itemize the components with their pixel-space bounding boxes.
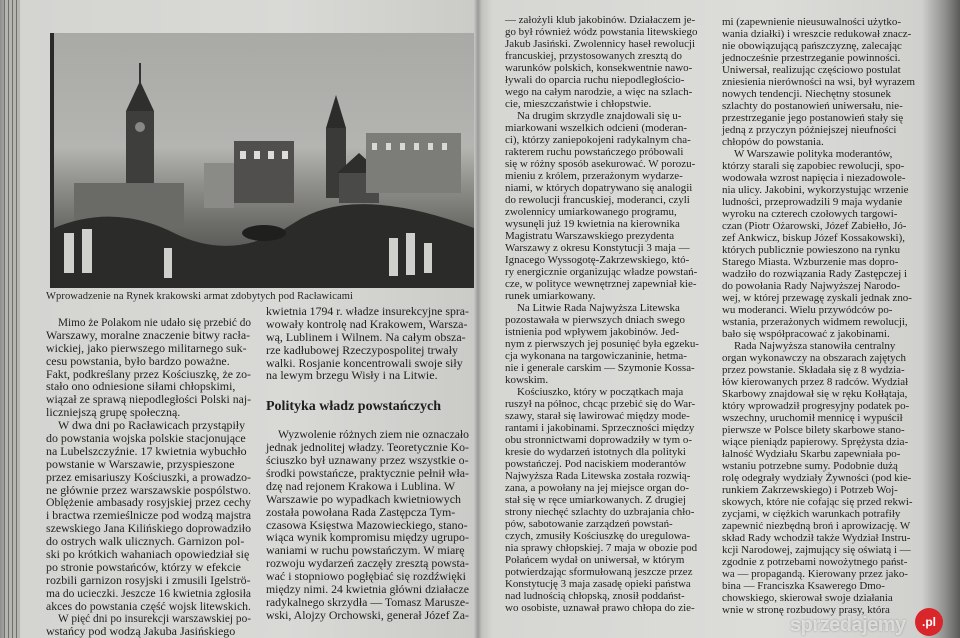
text-line-row <box>505 266 715 278</box>
text-line: wadziło do rozwiązania Rady Zastępczej i <box>722 268 908 280</box>
text-line-row <box>505 398 715 410</box>
text-line: W dwa dni po Racławicach przystąpiły <box>58 418 246 433</box>
text-line: czasowa Księstwa Mazowieckiego, stano- <box>266 517 468 532</box>
text-line-row <box>722 460 916 472</box>
text-line-row <box>505 194 715 206</box>
text-line: Oblężenie ambasady rosyjskiej przez cechy <box>46 495 252 510</box>
text-line: nowych tendencji. Niechętny stosunek <box>722 88 891 100</box>
text-line-row <box>722 268 916 280</box>
text-line: stał się w ręce umiarkowanych. Z drugiej <box>505 494 686 506</box>
text-line: wyroku na czterech czołowych targowi- <box>722 208 898 220</box>
text-line: kresie do wydarzeń istotnych dla polityki <box>505 446 686 458</box>
text-line-row <box>722 508 916 520</box>
text-line: Wyzwolenie różnych ziem nie oznaczało <box>278 427 469 442</box>
text-line: Połańcem wydał on uniwersał, w którym <box>505 554 685 566</box>
text-line: się w różny sposób asekurować. W porozu- <box>505 158 696 170</box>
text-line: czan (Piotr Ożarowski, Józef Zabiełło, Jó- <box>722 220 907 232</box>
text-line: i bractwa rzemieślnicze pod wodzą majstra <box>46 508 252 523</box>
text-line-row <box>505 482 715 494</box>
text-line: liczniejszą grupę społeczną. <box>46 405 181 420</box>
text-line-row <box>505 602 715 614</box>
text-line: kwietnia 1794 r. władze insurekcyjne spra- <box>266 304 469 318</box>
text-line-row <box>722 64 916 76</box>
text-line: Konstytucję 3 maja zasadę opieki państwa <box>505 578 691 590</box>
text-line-row <box>505 302 715 314</box>
text-line: do powołania Rady Najwyższej Narodo- <box>722 280 901 292</box>
text-line: zef Ankwicz, biskup Józef Kossakowski), <box>722 232 905 244</box>
text-line-row <box>505 530 715 542</box>
text-line: stało ono odniesione siłami chłopskimi, <box>46 379 236 394</box>
text-line-row <box>505 98 715 110</box>
text-line-row <box>505 110 715 122</box>
text-line: Warszawy, moralne znaczenie bitwy racła- <box>46 327 251 342</box>
text-line-row <box>722 556 916 568</box>
text-line-row <box>505 230 715 242</box>
text-line: organ wykonawczy na obszarach zajętych <box>722 352 906 364</box>
text-line-row <box>722 388 916 400</box>
text-line-row <box>505 566 715 578</box>
text-line-row <box>722 16 916 28</box>
text-line: Uniwersał, realizując częściowo postulat <box>722 64 901 76</box>
text-line: zwolennicy umiarkowanego programu, <box>505 206 677 218</box>
text-line: chowskiego, skierował swoje działania <box>722 592 893 604</box>
text-line-row <box>722 472 916 484</box>
text-line: na Lubelszczyźnie. 17 kwietnia wybuchło <box>46 443 247 458</box>
text-line-row <box>46 612 252 625</box>
text-line-row <box>505 314 715 326</box>
text-line: go był również wódz powstania litewskiego <box>505 26 698 38</box>
text-line: wej, w której przewagę zyskali jednak zno- <box>722 292 912 304</box>
text-line-row <box>505 206 715 218</box>
text-line: została powołana Rada Zastępcza Tym- <box>266 504 456 519</box>
engraving-illustration <box>50 33 474 288</box>
text-line: rozwoju wydarzeń zaczęły zresztą powsta- <box>266 556 469 571</box>
text-line-row <box>722 352 916 364</box>
text-line-row <box>722 340 916 352</box>
text-line: przez powstanie. Składała się z 8 wydzia- <box>722 364 905 376</box>
text-line-row <box>505 122 715 134</box>
text-line-row <box>505 218 715 230</box>
text-line-row <box>505 290 715 302</box>
text-line: wodowała wzrost napięcia i niezadowole- <box>722 172 906 184</box>
text-line: Warszawy z okresu Konstytucji 3 maja — <box>505 242 690 254</box>
left-page-column-1 <box>46 316 252 638</box>
text-line-row <box>505 50 715 62</box>
text-line-row <box>722 76 916 88</box>
text-line: wstaniu potrzebne sumy. Podobnie dużą <box>722 460 898 472</box>
text-line: Ignacego Wyssogotę-Zakrzewskiego, któ- <box>505 254 690 266</box>
text-line: do powstania wojska polskie stacjonujące <box>46 431 246 446</box>
text-line: walki. Rosjanie koncentrowali swoje siły <box>266 355 463 370</box>
text-line: nia sprawy chłopskiej. 7 maja w obozie pod <box>505 542 698 554</box>
text-line: wickiej, jako pierwszego militarnego suk- <box>46 340 247 355</box>
text-line-row <box>722 520 916 532</box>
text-line-row <box>722 40 916 52</box>
text-line-row <box>505 362 715 374</box>
text-line: wstańcy pod wodzą Jakuba Jasińskiego <box>46 624 236 638</box>
text-line: ma do ucieczki. Jeszcze 16 kwietnia zgłosiła <box>46 585 251 600</box>
text-line: Fakt, podkreślany przez Kościuszkę, że zo- <box>46 366 251 381</box>
text-line: wania działki) i wreszcie redukował znacz- <box>722 28 912 40</box>
text-line: szewskiego Jana Kilińskiego doprowadziło <box>46 521 252 536</box>
text-line: ludności, przeprowadzili 9 maja wydanie <box>722 196 903 208</box>
text-line: środki powstańcze, praktycznie pełnił wła- <box>266 466 470 481</box>
text-line-row <box>722 196 916 208</box>
text-line-row <box>505 434 715 446</box>
text-line-row <box>46 625 252 638</box>
text-line-row <box>505 422 715 434</box>
text-line: Starego Miasta. Wzburzenie mas dopro- <box>722 256 899 268</box>
text-line: Kościuszko, który w początkach maja <box>517 386 684 398</box>
text-line-row <box>266 369 470 382</box>
text-line: skład Rady wchodził także Wydział Instru- <box>722 532 911 544</box>
text-line: powstańczej. Pod naciskiem moderantów <box>505 458 687 470</box>
text-line-row <box>722 148 916 160</box>
text-line-row <box>505 338 715 350</box>
text-line-row <box>505 134 715 146</box>
text-line: potwierdzając sformułowaną jeszcze przez <box>505 566 693 578</box>
text-line: pozostawała w pierwszych dniach swego <box>505 314 685 326</box>
text-line-row <box>722 364 916 376</box>
text-line: wu moderanci. Wielu przywódców po- <box>722 304 893 316</box>
text-line: pów, sabotowanie zarządzeń powstań- <box>505 518 673 530</box>
text-line: jednak jednolitej władzy. Teoretycznie Ko- <box>266 440 469 455</box>
figure-caption: Wprowadzenie na Rynek krakowski armat zdobytych pod Racławicami <box>46 291 354 302</box>
text-line-row <box>722 400 916 412</box>
text-line-row <box>722 136 916 148</box>
text-line-row <box>505 578 715 590</box>
text-line: nie i generale carskim — Szymonie Kossa- <box>505 362 695 374</box>
text-line-row <box>722 256 916 268</box>
left-page-column-2 <box>266 305 470 622</box>
text-line: jedną z przyczyn późniejszej nieufności <box>722 124 897 136</box>
paragraph <box>266 305 470 382</box>
text-line-row <box>266 609 470 622</box>
text-line-row <box>722 244 916 256</box>
section-heading: Polityka władz powstańczych <box>266 399 441 415</box>
text-line: ry energicznie organizując władze powstań- <box>505 266 698 278</box>
text-line: zycjami, w ciężkich warunkach potrafiły <box>722 508 901 520</box>
text-line: akces do powstania część wojsk litewskich. <box>46 598 251 613</box>
text-line-row <box>505 158 715 170</box>
text-line-row <box>505 350 715 362</box>
text-line: obu stronnictwami doprowadziły w tym o- <box>505 434 692 446</box>
text-line-row <box>722 412 916 424</box>
text-line: wski, Alojzy Orchowski, generał Józef Za- <box>266 607 469 622</box>
watermark-badge: .pl <box>915 608 943 636</box>
text-line: Jakub Jasiński. Zwolennicy haseł rewolucji <box>505 38 696 50</box>
text-line-row <box>505 590 715 602</box>
text-line: szlachty do postanowień uniwersału, nie- <box>722 100 903 112</box>
text-line: przestrzeganie jego postanowień stały się <box>722 112 904 124</box>
text-line: strony niechęć szlachty do uzbrajania chło- <box>505 506 695 518</box>
paragraph <box>722 148 916 340</box>
paragraph <box>505 302 715 386</box>
text-line-row <box>722 124 916 136</box>
text-line: warunków polskich, konsekwentnie nawo- <box>505 62 693 74</box>
text-line-row <box>722 436 916 448</box>
paragraph <box>46 316 252 419</box>
text-line-row <box>505 74 715 86</box>
text-line-row <box>722 376 916 388</box>
paragraph <box>722 340 916 616</box>
text-line: cesu powstania, było bardzo poważne. <box>46 353 230 368</box>
text-line: czych, zmusiły Kościuszkę do uregulowa- <box>505 530 691 542</box>
text-line: kcji Narodowej, zajmujący się oświatą i — <box>722 544 911 556</box>
text-line: bina — Franciszka Ksawerego Dmo- <box>722 580 885 592</box>
text-line-row <box>722 280 916 292</box>
paragraph <box>505 14 715 110</box>
text-line-row <box>722 304 916 316</box>
paragraph <box>722 16 916 148</box>
text-line: zgodnie z potrzebami nowożytnego państ- <box>722 556 908 568</box>
text-line: nie obowiązującą pańszczyznę, zalecając <box>722 40 902 52</box>
text-line: do rewolucji francuskiej, moderanci, czyli <box>505 194 690 206</box>
text-line: wysunęli już 19 kwietnia na kierownika <box>505 218 680 230</box>
text-line: nad ludnością chłopską, znosił poddańst- <box>505 590 685 602</box>
text-line: do ostrych walk ulicznych. Garnizon pol- <box>46 534 245 549</box>
text-line: między nimi. 24 kwietnia główni działacze <box>266 582 469 597</box>
paragraph <box>266 428 470 621</box>
left-book-page <box>0 0 479 638</box>
text-line: niami, w których dopatrywano się analogii <box>505 182 693 194</box>
text-line: Rada Najwyższa stanowiła centralny <box>734 340 896 352</box>
text-line: wiąca wynik kompromisu między ugrupo- <box>266 530 469 545</box>
text-line: ruszył na północ, chcąc przebić się do War- <box>505 398 696 410</box>
text-line: jednocześnie przestrzeganie powinności. <box>722 52 901 64</box>
text-line-row <box>505 278 715 290</box>
text-line: wać i stopniowo pogłębiać się rozdźwięki <box>266 569 466 584</box>
text-line-row <box>722 544 916 556</box>
text-line: który wprowadził progresyjny podatek po- <box>722 400 910 412</box>
text-line: skowych, które nie cofając się przed rekwi- <box>722 496 913 508</box>
text-line-row <box>505 518 715 530</box>
text-line: wiące pieniądz papierowy. Sprężysta dzia- <box>722 436 909 448</box>
text-line-row <box>722 100 916 112</box>
text-line-row <box>505 170 715 182</box>
book-gutter <box>474 0 482 638</box>
text-line: mi (zapewnienie nieusuwalności użytko- <box>722 16 901 28</box>
text-line-row <box>505 26 715 38</box>
text-line: istnienia pod wpływem jakobinów. Jed- <box>505 326 680 338</box>
text-line: powstanie w Warszawie, przyspieszone <box>46 456 235 471</box>
text-line-row <box>505 494 715 506</box>
text-line-row <box>505 242 715 254</box>
text-line-row <box>722 328 916 340</box>
page-edges <box>4 0 20 638</box>
text-line-row <box>505 86 715 98</box>
text-line-row <box>722 172 916 184</box>
text-line-row <box>505 62 715 74</box>
text-line-row <box>722 484 916 496</box>
text-line-row <box>722 316 916 328</box>
text-line: waniami w ruchu powstańczym. W miarę <box>266 543 465 558</box>
text-line-row <box>505 38 715 50</box>
text-line: ne głównie przez warszawskie pospólstwo. <box>46 482 252 497</box>
text-line: wą, Lublinem i Wilnem. Na całym obsza- <box>266 329 466 344</box>
market-square-engraving <box>54 33 474 288</box>
text-line: których publicznie powieszono na rynku <box>722 244 901 256</box>
text-line: wa — propagandą. Kierowany przez jako- <box>722 568 908 580</box>
text-line: Na drugim skrzydle znajdowali się u- <box>517 110 682 122</box>
text-line-row <box>722 448 916 460</box>
text-line: szawy, starał się lawirować między mode- <box>505 410 690 422</box>
text-line: zniesienia nierówności na wsi, był wyrazem <box>722 76 915 88</box>
text-line-row <box>722 28 916 40</box>
text-line: wego na całym narodzie, a więc na szlach- <box>505 86 693 98</box>
text-line: Najwyższa Rada Litewska została rozwią- <box>505 470 691 482</box>
text-line: mieniu z królem, przerażonym wydarze- <box>505 170 683 182</box>
paragraph <box>46 612 252 638</box>
text-line-row <box>505 410 715 422</box>
text-line-row <box>505 542 715 554</box>
text-line: ściuszko był uznawany przez wszystkie o- <box>266 453 469 468</box>
text-line: dzę nad rejonem Krakowa i Lublina. W <box>266 478 456 493</box>
text-line: po stronie powstańców, którzy w efekcie <box>46 559 241 574</box>
paragraph <box>505 386 715 614</box>
text-line: cie, mieszczaństwie i chłopstwie. <box>505 98 652 110</box>
text-line: Skarbowy znajdował się w ręku Kołłątaja, <box>722 388 908 400</box>
text-line: chłopów do powstania. <box>722 136 824 148</box>
text-line-row <box>505 386 715 398</box>
text-line: którzy starali się zapobiec rewolucji, spo- <box>722 160 905 172</box>
text-line-row <box>722 220 916 232</box>
text-line: Mimo że Polakom nie udało się przebić do <box>58 315 251 329</box>
paragraph <box>46 419 252 612</box>
text-line: wstania, przerażonych widmem rewolucji, <box>722 316 908 328</box>
text-line-row <box>505 374 715 386</box>
text-line-row <box>505 506 715 518</box>
text-line-row <box>722 592 916 604</box>
text-line: nym z pierwszych jej posunięć była egzeku- <box>505 338 699 350</box>
text-line-row <box>505 446 715 458</box>
text-line: Magistratu Warszawskiego prezydenta <box>505 230 675 242</box>
text-line-row <box>722 232 916 244</box>
paragraph <box>505 110 715 302</box>
text-line: nia ulicy. Jakobini, wykorzystując wrzenie <box>722 184 909 196</box>
text-line: przez emisariuszy Kościuszki, a prowadzo- <box>46 469 251 484</box>
text-line-row <box>722 160 916 172</box>
text-line: ływali do oparcia ruchu niepodległościo- <box>505 74 685 86</box>
text-line: cja wykonana na targowiczaninie, hetma- <box>505 350 687 362</box>
text-line: wowały kontrolę nad Krakowem, Warsza- <box>266 316 468 331</box>
text-line-row <box>266 357 470 370</box>
text-line: rantami i jakobinami. Sprzeczności między <box>505 422 695 434</box>
text-line: rakterem ruchu powstańczego próbowali <box>505 146 684 158</box>
text-line: runkiem Zakrzewskiego) i Potrzeb Woj- <box>722 484 898 496</box>
text-line: Na Litwie Rada Najwyższa Litewska <box>517 302 680 314</box>
text-line: bało się współpracować z jakobinami. <box>722 328 890 340</box>
text-line: wnie w stronę rozbudowy prasy, która <box>722 604 890 616</box>
text-line: W pięć dni po insurekcji warszawskiej po- <box>58 611 252 626</box>
text-line-row <box>505 182 715 194</box>
text-line-row <box>722 496 916 508</box>
text-line: wo osobiste, uznawał prawo chłopa do zie- <box>505 602 695 614</box>
text-line: radykalnego skrzydła — Tomasz Marusze- <box>266 594 470 609</box>
right-book-page <box>479 0 960 638</box>
text-line: łalność Wydziału Skarbu zapewniała po- <box>722 448 901 460</box>
text-line-row <box>722 184 916 196</box>
text-line-row <box>722 568 916 580</box>
watermark-text: sprzedajemy <box>790 614 906 636</box>
text-line: rozbili garnizon rosyjski i zmusili Igelströ- <box>46 572 251 587</box>
text-line: kowskim. <box>505 374 549 386</box>
right-page-column-1 <box>505 14 715 614</box>
text-line: wiązał ze sprawą niepodległości Polski naj- <box>46 392 251 407</box>
text-line-row <box>505 554 715 566</box>
text-line: pierwsze w Polsce bilety skarbowe stano- <box>722 424 905 436</box>
text-line-row <box>505 14 715 26</box>
text-line: na lewym brzegu Wisły i na Litwie. <box>266 368 438 383</box>
text-line-row <box>46 393 252 406</box>
text-line: — założyli klub jakobinów. Działaczem je- <box>505 14 696 26</box>
text-line: zapewnić niezbędną broń i aprowizację. W <box>722 520 911 532</box>
text-line: zana, a powołany na jej miejsce organ do- <box>505 482 690 494</box>
text-line: ci), którzy zaniepokojeni radykalnym cha- <box>505 134 691 146</box>
text-line-row <box>722 424 916 436</box>
text-line-row <box>722 292 916 304</box>
text-line: łów kierowanych przez 8 radców. Wydział <box>722 376 909 388</box>
text-line: rze kadłubowej Rzeczypospolitej trwały <box>266 342 458 357</box>
text-line: runek umiarkowany. <box>505 290 596 302</box>
text-line: ski po krótkich wahaniach opowiedział się <box>46 547 250 562</box>
text-line: cze, w polityce wewnętrznej zapewniał kie- <box>505 278 697 290</box>
text-line-row <box>722 88 916 100</box>
text-line-row <box>505 458 715 470</box>
text-line: Warszawie po wypadkach kwietniowych <box>266 491 462 506</box>
text-line: rolę odegrały wydziały Żywności (pod kie- <box>722 472 912 484</box>
text-line-row <box>722 208 916 220</box>
text-line-row <box>505 470 715 482</box>
text-line-row <box>722 52 916 64</box>
text-line: francuskiej, przystosowanych zresztą do <box>505 50 682 62</box>
text-line-row <box>722 532 916 544</box>
text-line-row <box>505 254 715 266</box>
right-page-column-2 <box>722 16 916 616</box>
text-line-row <box>722 112 916 124</box>
text-line-row <box>505 146 715 158</box>
text-line: miarkowani wszelkich odcieni (moderan- <box>505 122 688 134</box>
text-line-row <box>505 326 715 338</box>
text-line-row <box>722 580 916 592</box>
text-line: wszechny, uruchomił mennicę i wypuścił <box>722 412 903 424</box>
text-line: W Warszawie polityka moderantów, <box>734 148 893 160</box>
